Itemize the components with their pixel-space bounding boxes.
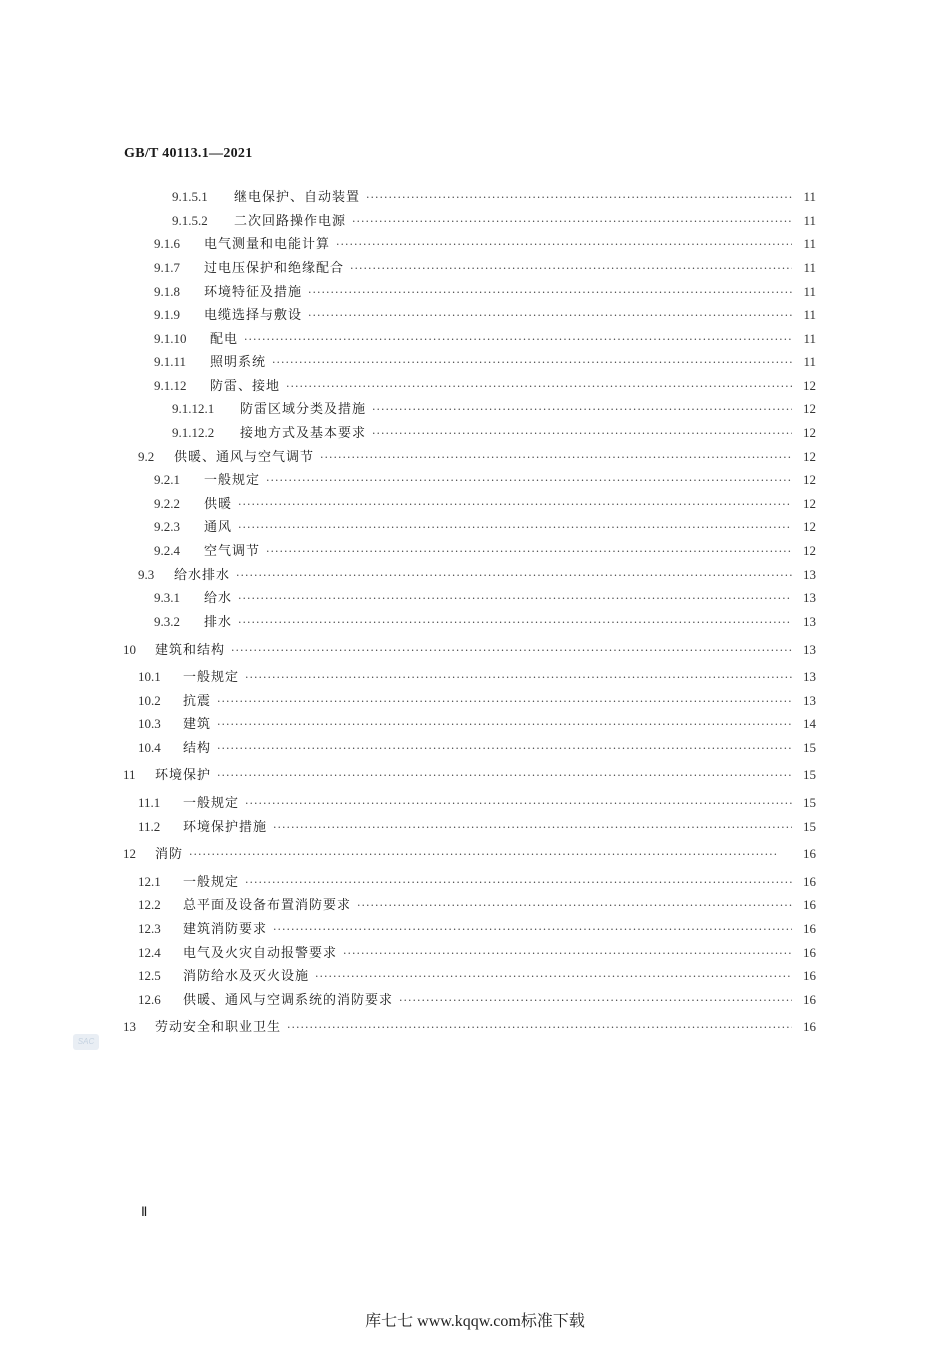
toc-entry[interactable] [154,306,816,325]
leader-dots [320,449,792,467]
leader-dots [245,795,792,813]
toc-entry-title: 一般规定 [183,670,240,685]
toc-entry[interactable] [138,448,816,467]
toc-entry-number: 9.1.5.1 [172,189,208,204]
toc-entry-page: 11 [803,213,816,228]
toc-entry-page: 12 [803,425,816,440]
toc-entry[interactable] [123,845,816,864]
leader-dots [287,1019,792,1037]
leader-dots [272,354,792,372]
toc-entry-page: 16 [803,1019,816,1034]
toc-entry[interactable] [154,495,816,514]
toc-entry-title: 建筑 [183,717,212,732]
toc-entry-page: 15 [803,795,816,810]
toc-entry-title: 建筑和结构 [155,643,226,658]
toc-entry-page: 16 [803,846,816,861]
toc-entry-number: 9.3.2 [154,614,180,629]
leader-dots [357,897,792,915]
leader-dots [273,921,792,939]
toc-entry-page: 13 [803,590,816,605]
toc-entry-page: 11 [803,189,816,204]
toc-entry-page: 11 [803,331,816,346]
leader-dots [308,307,792,325]
toc-entry[interactable] [154,235,816,254]
leader-dots [244,331,792,349]
toc-entry[interactable] [154,259,816,278]
leader-dots [245,874,792,892]
toc-entry[interactable] [138,739,816,758]
toc-entry-page: 11 [803,260,816,275]
page-number: Ⅱ [141,1204,148,1219]
toc-entry-number: 9.1.5.2 [172,213,208,228]
toc-entry-page: 12 [803,401,816,416]
toc-entry[interactable] [172,212,816,231]
toc-entry[interactable] [138,873,816,892]
toc-entry-title: 继电保护、自动装置 [234,190,361,205]
toc-entry-title: 接地方式及基本要求 [240,426,367,441]
toc-entry-title: 结构 [183,741,212,756]
toc-entry-page: 13 [803,693,816,708]
leader-dots [217,693,792,711]
toc-entry-title: 供暖 [204,497,233,512]
toc-entry-page: 15 [803,819,816,834]
toc-entry-number: 11.2 [138,819,161,834]
leader-dots [236,567,792,585]
toc-entry-number: 10.3 [138,716,161,731]
toc-entry-title: 空气调节 [204,544,261,559]
toc-entry-number: 9.3.1 [154,590,180,605]
leader-dots [372,425,792,443]
sac-watermark-logo: SAC [73,1034,99,1050]
toc-entry-number: 9.1.6 [154,236,180,251]
toc-entry-number: 9.1.7 [154,260,180,275]
toc-entry-title: 消防给水及灭火设施 [183,969,310,984]
leader-dots [238,496,792,514]
leader-dots [238,519,792,537]
toc-entry[interactable] [138,715,816,734]
toc-entry-title: 供暖、通风与空调系统的消防要求 [183,993,394,1008]
toc-entry[interactable] [138,692,816,711]
toc-entry-page: 11 [803,307,816,322]
toc-entry-title: 劳动安全和职业卫生 [155,1020,282,1035]
toc-entry-number: 12.2 [138,897,161,912]
toc-entry-page: 15 [803,767,816,782]
toc-entry-number: 12 [123,846,136,861]
toc-entry-page: 11 [803,236,816,251]
toc-entry-title: 环境特征及措施 [204,285,303,300]
toc-entry-title: 防雷、接地 [210,379,281,394]
toc-entry-page: 13 [803,669,816,684]
toc-entry-page: 13 [803,567,816,582]
leader-dots [372,401,792,419]
leader-dots [217,740,792,758]
toc-entry-page: 13 [803,614,816,629]
toc-entry-number: 9.1.8 [154,284,180,299]
standard-id: GB/T 40113.1—2021 [124,146,253,161]
toc-entry-number: 9.1.12.2 [172,425,215,440]
toc-entry-number: 9.2.3 [154,519,180,534]
toc-entry-number: 10.1 [138,669,161,684]
toc-entry-page: 16 [803,992,816,1007]
toc-entry-title: 通风 [204,520,233,535]
toc-entry-page: 12 [803,543,816,558]
toc-entry-page: 11 [803,354,816,369]
leader-dots [266,543,792,561]
toc-entry-number: 9.2 [138,449,155,464]
toc-entry[interactable] [154,283,816,302]
toc-entry-title: 建筑消防要求 [183,922,268,937]
toc-entry-number: 10.2 [138,693,161,708]
toc-entry[interactable] [138,566,816,585]
toc-entry[interactable] [172,188,816,207]
toc-entry[interactable] [138,920,816,939]
leader-dots [273,819,792,837]
toc-entry-number: 12.4 [138,945,161,960]
toc-entry[interactable] [154,613,816,632]
toc-entry-number: 9.3 [138,567,155,582]
toc-entry[interactable] [154,353,816,372]
toc-entry-title: 二次回路操作电源 [234,214,347,229]
toc-entry[interactable] [154,330,816,349]
toc-entry-title: 一般规定 [204,473,261,488]
toc-entry-title: 电气及火灾自动报警要求 [183,946,338,961]
toc-entry[interactable] [172,400,816,419]
toc-entry[interactable] [123,766,816,785]
leader-dots [343,945,792,963]
toc-entry[interactable] [138,794,816,813]
leader-dots [266,472,792,490]
leader-dots [315,968,792,986]
toc-entry[interactable] [154,589,816,608]
toc-entry-title: 过电压保护和绝缘配合 [204,261,345,276]
toc-entry-number: 11.1 [138,795,161,810]
leader-dots [238,614,792,632]
toc-entry-page: 15 [803,740,816,755]
toc-entry-title: 一般规定 [183,875,240,890]
leader-dots [352,213,792,231]
leader-dots [231,642,792,660]
toc-entry-title: 电缆选择与敷设 [204,308,303,323]
leader-dots [217,716,792,734]
toc-entry-title: 供暖、通风与空气调节 [174,450,315,465]
toc-entry[interactable] [138,944,816,963]
toc-entry-page: 16 [803,945,816,960]
toc-entry-page: 12 [803,449,816,464]
leader-dots [286,378,792,396]
toc-entry[interactable] [138,896,816,915]
toc-entry-title: 环境保护 [155,768,212,783]
toc-entry-number: 12.1 [138,874,161,889]
toc-entry-number: 9.2.2 [154,496,180,511]
toc-entry[interactable] [154,377,816,396]
toc-entry-page: 12 [803,472,816,487]
leader-dots [350,260,792,278]
leader-dots [399,992,792,1010]
toc-entry-number: 10.4 [138,740,161,755]
toc-entry-page: 11 [803,284,816,299]
leader-dots [308,284,792,302]
toc-entry[interactable] [123,641,816,660]
toc-entry-title: 抗震 [183,694,212,709]
leader-dots [238,590,792,608]
toc-entry-number: 12.3 [138,921,161,936]
toc-entry[interactable] [154,542,816,561]
toc-entry-number: 10 [123,642,136,657]
toc-entry[interactable] [123,1018,816,1037]
toc-entry-number: 9.1.10 [154,331,187,346]
leader-dots [366,189,792,207]
toc-entry-title: 防雷区域分类及措施 [240,402,367,417]
leader-dots [245,669,792,687]
toc-entry[interactable] [138,991,816,1010]
toc-entry-page: 16 [803,897,816,912]
toc-entry-number: 12.5 [138,968,161,983]
leader-dots [189,846,792,864]
leader-dots [217,767,792,785]
toc-entry-title: 给水排水 [174,568,231,583]
toc-entry-title: 电气测量和电能计算 [204,237,331,252]
toc-entry[interactable] [138,967,816,986]
toc-entry-title: 一般规定 [183,796,240,811]
toc-entry-number: 9.2.1 [154,472,180,487]
toc-entry-title: 照明系统 [210,355,267,370]
toc-entry-number: 9.2.4 [154,543,180,558]
toc-entry[interactable] [172,424,816,443]
toc-entry[interactable] [154,471,816,490]
toc-entry-title: 总平面及设备布置消防要求 [183,898,352,913]
toc-entry-number: 9.1.12 [154,378,187,393]
download-footer: 库七七 www.kqqw.com标准下载 [365,1313,585,1330]
toc-entry-number: 12.6 [138,992,161,1007]
toc-entry-number: 9.1.9 [154,307,180,322]
toc-entry-page: 14 [803,716,816,731]
leader-dots [336,236,792,254]
toc-entry-page: 12 [803,519,816,534]
toc-entry[interactable] [138,668,816,687]
toc-entry[interactable] [154,518,816,537]
toc-entry[interactable] [138,818,816,837]
toc-entry-page: 13 [803,642,816,657]
toc-entry-title: 消防 [155,847,184,862]
toc-entry-number: 11 [123,767,136,782]
toc-entry-number: 9.1.11 [154,354,187,369]
toc-entry-title: 排水 [204,615,233,630]
toc-entry-title: 给水 [204,591,233,606]
toc-entry-page: 12 [803,496,816,511]
toc-entry-page: 16 [803,921,816,936]
toc-entry-title: 环境保护措施 [183,820,268,835]
toc-entry-title: 配电 [210,332,239,347]
toc-entry-page: 16 [803,874,816,889]
toc-entry-number: 13 [123,1019,136,1034]
toc-entry-page: 16 [803,968,816,983]
toc-entry-number: 9.1.12.1 [172,401,215,416]
toc-entry-page: 12 [803,378,816,393]
